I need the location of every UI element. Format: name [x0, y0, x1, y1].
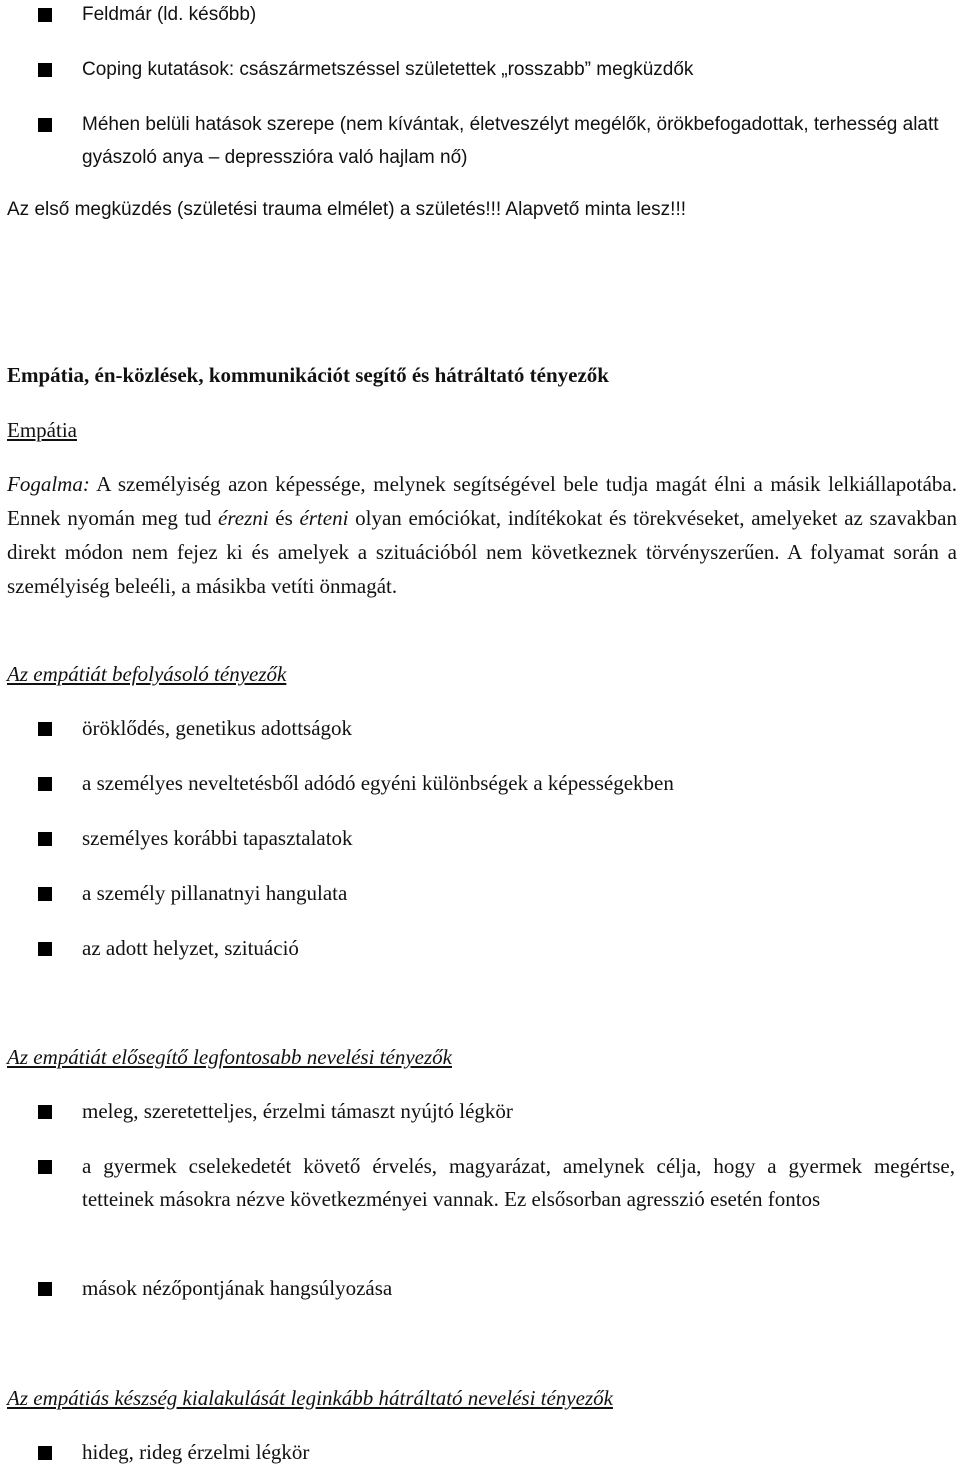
- square-bullet-icon: [38, 722, 52, 736]
- influencing-heading: Az empátiát befolyásoló tényezők: [7, 662, 287, 686]
- square-bullet-icon: [38, 8, 52, 22]
- definition-emphasis: érteni: [299, 506, 349, 530]
- list-item: [7, 712, 352, 745]
- list-item-text: a személy pillanatnyi hangulata: [82, 881, 348, 905]
- section-title: Empátia, én-közlések, kommunikációt segítő és hátráltató tényezők: [7, 363, 609, 387]
- list-item-text: Feldmár (ld. később): [82, 4, 257, 25]
- list-item: [7, 1095, 513, 1128]
- list-item: [7, 1436, 309, 1469]
- list-item: [7, 767, 674, 800]
- list-item: [7, 1272, 392, 1305]
- definition-text: A személyiség azon képessége, melynek segítségével bele tudja magát élni a másik lelkiállapotába. Ennek nyomán meg tud: [7, 472, 957, 530]
- subheading-empatia: Empátia: [7, 418, 77, 442]
- intro-line: Az első megküzdés (születési trauma elmélet) a születés!!! Alapvető minta lesz!!!: [7, 199, 687, 220]
- list-item: [7, 108, 955, 174]
- list-item-text: a személyes neveltetésből adódó egyéni különbségek a képességekben: [82, 771, 674, 795]
- square-bullet-icon: [38, 118, 52, 132]
- list-item: [7, 932, 299, 965]
- square-bullet-icon: [38, 832, 52, 846]
- list-item-text: az adott helyzet, szituáció: [82, 936, 299, 960]
- square-bullet-icon: [38, 777, 52, 791]
- promoting-heading: Az empátiát elősegítő legfontosabb nevelési tényezők: [7, 1045, 452, 1069]
- list-item-text: a gyermek cselekedetét követő érvelés, magyarázat, amelynek célja, hogy a gyermek megértse, tetteinek másokra nézve következményei vannak. Ez elsősorban agresszió esetén fontos: [82, 1154, 955, 1211]
- square-bullet-icon: [38, 1446, 52, 1460]
- square-bullet-icon: [38, 1160, 52, 1174]
- square-bullet-icon: [38, 63, 52, 77]
- list-item-text: Méhen belüli hatások szerepe (nem kívántak, életveszélyt megélők, örökbefogadottak, terhesség alatt gyászoló anya – depresszióra való hajlam nő): [82, 114, 939, 168]
- definition-label: Fogalma:: [7, 472, 90, 496]
- list-item-text: hideg, rideg érzelmi légkör: [82, 1440, 310, 1464]
- list-item: [7, 0, 256, 31]
- list-item: [7, 53, 693, 86]
- list-item-text: mások nézőpontjának hangsúlyozása: [82, 1276, 393, 1300]
- square-bullet-icon: [38, 1282, 52, 1296]
- list-item: [7, 877, 347, 910]
- hindering-heading: Az empátiás készség kialakulását leginkább hátráltató nevelési tényezők: [7, 1386, 613, 1410]
- list-item: [7, 1150, 955, 1216]
- square-bullet-icon: [38, 942, 52, 956]
- definition-text: és: [268, 506, 300, 530]
- list-item-text: öröklődés, genetikus adottságok: [82, 716, 353, 740]
- definition-paragraph: [7, 467, 957, 603]
- list-item-text: személyes korábbi tapasztalatok: [82, 826, 353, 850]
- list-item: [7, 822, 353, 855]
- definition-emphasis: érezni: [218, 506, 269, 530]
- list-item-text: meleg, szeretetteljes, érzelmi támaszt nyújtó légkör: [82, 1099, 513, 1123]
- list-item-text: Coping kutatások: császármetszéssel születettek „rosszabb” megküzdők: [82, 59, 694, 80]
- definition-text: olyan emóciókat, indítékokat és törekvéseket, amelyeket az szavakban direkt módon nem fejez ki és amelyek a szituációból nem következnek törvényszerűen. A folyamat során a személyiség beleéli, a másikba vetíti önmagát.: [7, 506, 957, 598]
- square-bullet-icon: [38, 887, 52, 901]
- square-bullet-icon: [38, 1105, 52, 1119]
